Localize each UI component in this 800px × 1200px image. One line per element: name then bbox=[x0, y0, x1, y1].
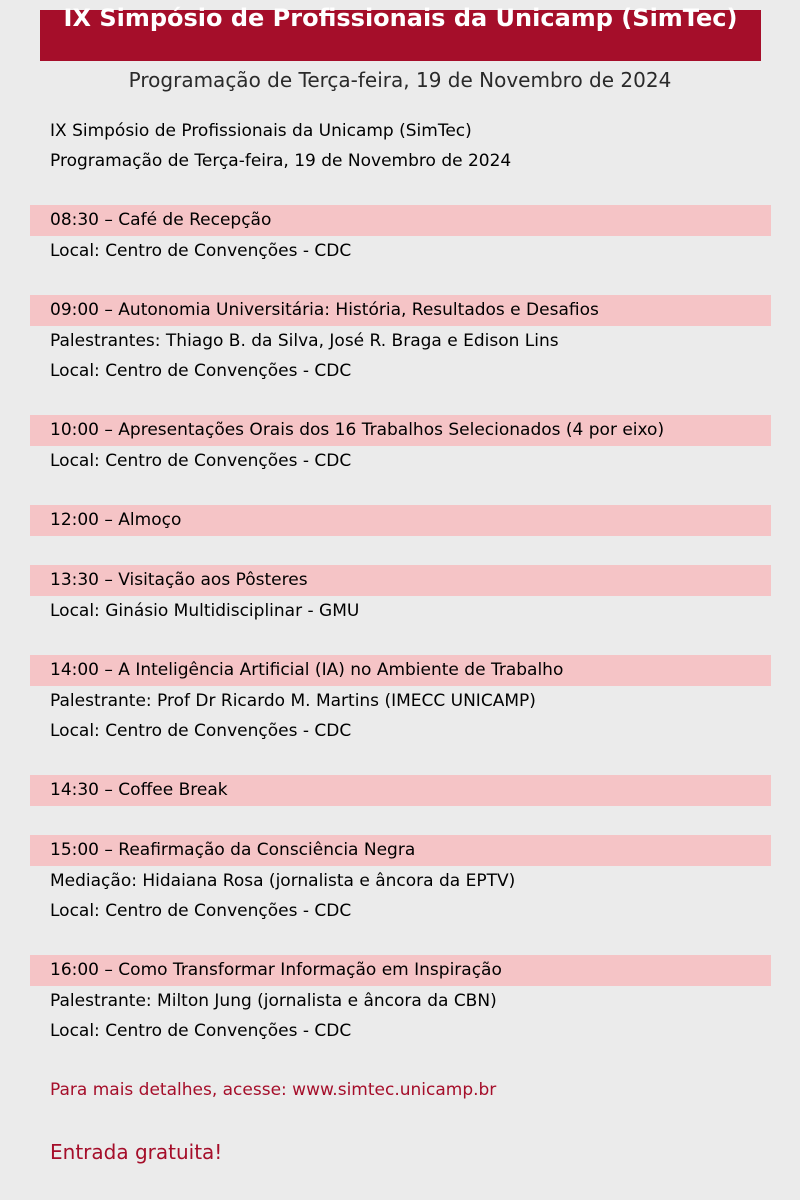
schedule-item-1400 bbox=[30, 655, 771, 686]
schedule-heading: 15:00 – Reafirmação da Consciência Negra bbox=[50, 840, 416, 860]
schedule-speakers: Palestrante: Prof Dr Ricardo M. Martins (IMECC UNICAMP) bbox=[50, 691, 536, 711]
schedule-location: Local: Centro de Convenções - CDC bbox=[50, 451, 352, 471]
details-link-text: Para mais detalhes, acesse: www.simtec.unicamp.br bbox=[50, 1080, 497, 1100]
schedule-heading: 10:00 – Apresentações Orais dos 16 Trabalhos Selecionados (4 por eixo) bbox=[50, 420, 665, 440]
schedule-item-1430 bbox=[30, 775, 771, 806]
schedule-item-0900 bbox=[30, 295, 771, 326]
schedule-heading: 16:00 – Como Transformar Informação em Inspiração bbox=[50, 960, 502, 980]
schedule-heading: 14:30 – Coffee Break bbox=[50, 780, 228, 800]
schedule-location: Local: Centro de Convenções - CDC bbox=[50, 901, 352, 921]
schedule-speakers: Palestrantes: Thiago B. da Silva, José R. Braga e Edison Lins bbox=[50, 331, 559, 351]
page-title: IX Simpósio de Profissionais da Unicamp (SimTec) bbox=[63, 4, 738, 32]
schedule-item-1330 bbox=[30, 565, 771, 596]
schedule-location: Local: Centro de Convenções - CDC bbox=[50, 721, 352, 741]
schedule-item-1200 bbox=[30, 505, 771, 536]
schedule-location: Local: Centro de Convenções - CDC bbox=[50, 361, 352, 381]
schedule-speakers: Palestrante: Milton Jung (jornalista e âncora da CBN) bbox=[50, 991, 497, 1011]
schedule-item-1000 bbox=[30, 415, 771, 446]
schedule-item-1600 bbox=[30, 955, 771, 986]
free-entry-note: Entrada gratuita! bbox=[50, 1140, 223, 1164]
schedule-heading: 13:30 – Visitação aos Pôsteres bbox=[50, 570, 308, 590]
schedule-location: Local: Centro de Convenções - CDC bbox=[50, 1021, 352, 1041]
intro-date: Programação de Terça-feira, 19 de Novembro de 2024 bbox=[50, 151, 512, 171]
schedule-heading: 12:00 – Almoço bbox=[50, 510, 182, 530]
schedule-mediation: Mediação: Hidaiana Rosa (jornalista e âncora da EPTV) bbox=[50, 871, 516, 891]
schedule-location: Local: Ginásio Multidisciplinar - GMU bbox=[50, 601, 360, 621]
schedule-heading: 09:00 – Autonomia Universitária: História, Resultados e Desafios bbox=[50, 300, 599, 320]
schedule-item-0830 bbox=[30, 205, 771, 236]
schedule-location: Local: Centro de Convenções - CDC bbox=[50, 241, 352, 261]
title-banner bbox=[40, 4, 761, 61]
page-subtitle: Programação de Terça-feira, 19 de Novembro de 2024 bbox=[128, 68, 672, 92]
schedule-heading: 14:00 – A Inteligência Artificial (IA) no Ambiente de Trabalho bbox=[50, 660, 564, 680]
schedule-heading: 08:30 – Café de Recepção bbox=[50, 210, 272, 230]
schedule-item-1500 bbox=[30, 835, 771, 866]
intro-title: IX Simpósio de Profissionais da Unicamp (SimTec) bbox=[50, 121, 472, 141]
